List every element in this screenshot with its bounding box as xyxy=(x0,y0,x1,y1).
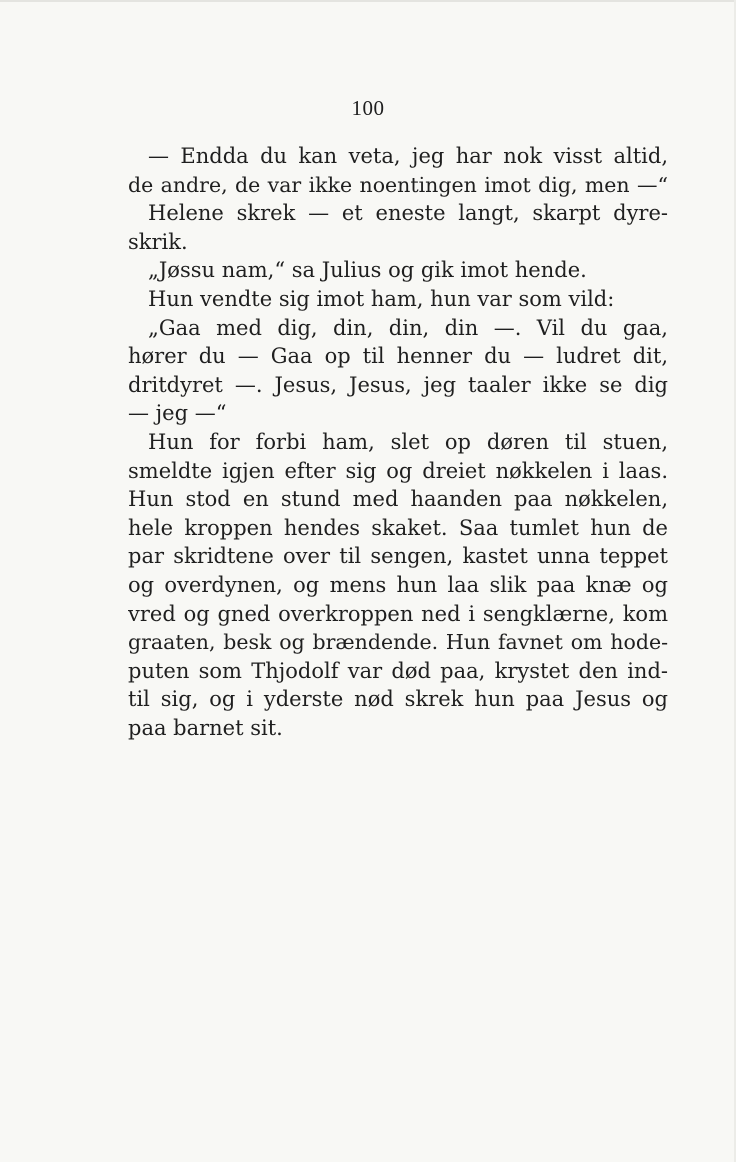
text-line: smeldte igjen efter sig og dreiet nøkkelen i laas. xyxy=(128,458,668,483)
text-line: puten som Thjodolf var død paa, krystet den ind- xyxy=(128,658,668,683)
text-line: og overdynen, og mens hun laa slik paa knæ og xyxy=(128,572,668,597)
page-number: 100 xyxy=(351,96,385,120)
text-line: skrik. xyxy=(128,229,188,254)
text-line: — jeg —“ xyxy=(128,401,227,426)
text-line: vred og gned overkroppen ned i sengklærne, kom xyxy=(128,601,668,626)
page-top-edge xyxy=(0,0,736,2)
text-line: Hun vendte sig imot ham, hun var som vild: xyxy=(148,286,615,311)
text-line: paa barnet sit. xyxy=(128,715,283,740)
text-line: graaten, besk og brændende. Hun favnet om hode- xyxy=(128,630,668,655)
text-line: hele kroppen hendes skaket. Saa tumlet hun de xyxy=(128,515,668,540)
text-line: — Endda du kan veta, jeg har nok visst altid, xyxy=(148,144,668,168)
text-line: dritdyret —. Jesus, Jesus, jeg taaler ikke se dig xyxy=(128,372,668,397)
text-line: til sig, og i yderste nød skrek hun paa Jesus og xyxy=(128,687,668,712)
text-line: Hun stod en stund med haanden paa nøkkelen, xyxy=(128,487,668,512)
body-text xyxy=(128,142,668,742)
text-line: de andre, de var ikke noentingen imot dig, men —“ xyxy=(128,172,668,197)
text-line: „Gaa med dig, din, din, din —. Vil du gaa, xyxy=(148,315,668,340)
text-line: „Jøssu nam,“ sa Julius og gik imot hende. xyxy=(148,258,587,283)
text-line: par skridtene over til sengen, kastet unna teppet xyxy=(128,544,668,569)
text-line: Helene skrek — et eneste langt, skarpt dyre- xyxy=(148,201,668,226)
text-line: Hun for forbi ham, slet op døren til stuen, xyxy=(148,429,668,454)
text-line: hører du — Gaa op til henner du — ludret dit, xyxy=(128,344,668,369)
